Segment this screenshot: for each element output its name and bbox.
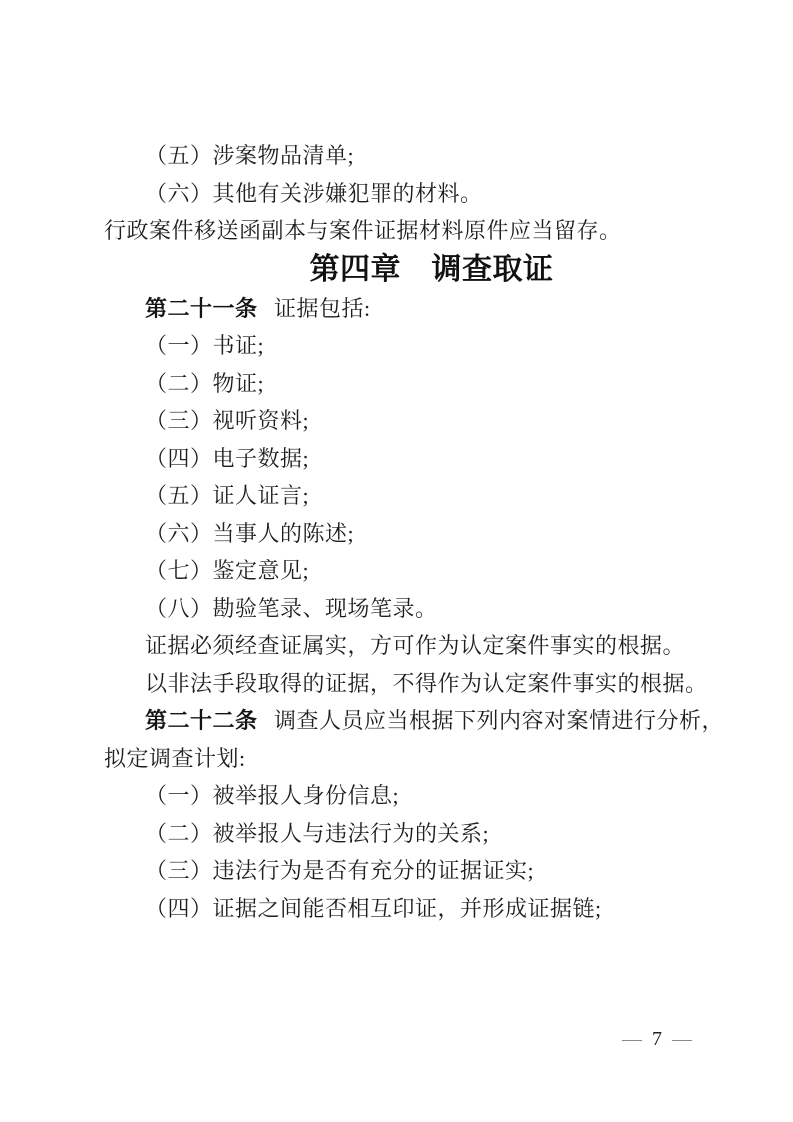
article-22-lead-line-2: 拟定调查计划:	[104, 745, 246, 771]
page-footer	[622, 1027, 692, 1051]
page-number: 7	[652, 1028, 662, 1050]
article-21-number: 第二十一条	[145, 295, 258, 321]
article-22-lead-line-1	[104, 702, 759, 740]
analysis-item-1: （一）被举报人身份信息;	[145, 783, 400, 808]
evidence-item-1: （一）书证;	[145, 333, 265, 358]
analysis-item-2: （二）被举报人与违法行为的关系;	[145, 820, 490, 846]
list-item-5: （五）涉案物品清单;	[145, 143, 355, 168]
evidence-item-2: （二）物证;	[145, 370, 265, 396]
evidence-principle-2: 以非法手段取得的证据，不得作为认定案件事实的根据。	[145, 670, 708, 696]
analysis-item-4: （四）证据之间能否相互印证，并形成证据链;	[145, 895, 602, 921]
article-22-lead-text: 调查人员应当根据下列内容对案情进行分析，	[274, 708, 725, 733]
footer-dash-left: —	[622, 1028, 642, 1050]
document-body	[104, 137, 759, 927]
article-21-lead-line	[104, 290, 759, 328]
evidence-item-3: （三）视听资料;	[145, 408, 310, 433]
evidence-item-5: （五）证人证言;	[145, 483, 310, 508]
evidence-item-8: （八）勘验笔录、现场笔录。	[145, 595, 438, 621]
evidence-item-7: （七）鉴定意见;	[145, 558, 310, 583]
evidence-principle-1: 证据必须经查证属实，方可作为认定案件事实的根据。	[145, 633, 686, 658]
article-21-lead-text: 证据包括:	[274, 295, 371, 321]
article-22-number: 第二十二条	[145, 708, 258, 733]
list-item-6: （六）其他有关涉嫌犯罪的材料。	[145, 180, 483, 206]
footer-dash-right: —	[672, 1028, 692, 1050]
analysis-item-3: （三）违法行为是否有充分的证据证实;	[145, 858, 535, 883]
chapter-heading: 第四章 调查取证	[309, 252, 554, 286]
evidence-item-6: （六）当事人的陈述;	[145, 520, 355, 546]
paragraph-retention-rule: 行政案件移送函副本与案件证据材料原件应当留存。	[104, 218, 622, 243]
evidence-item-4: （四）电子数据;	[145, 445, 310, 471]
